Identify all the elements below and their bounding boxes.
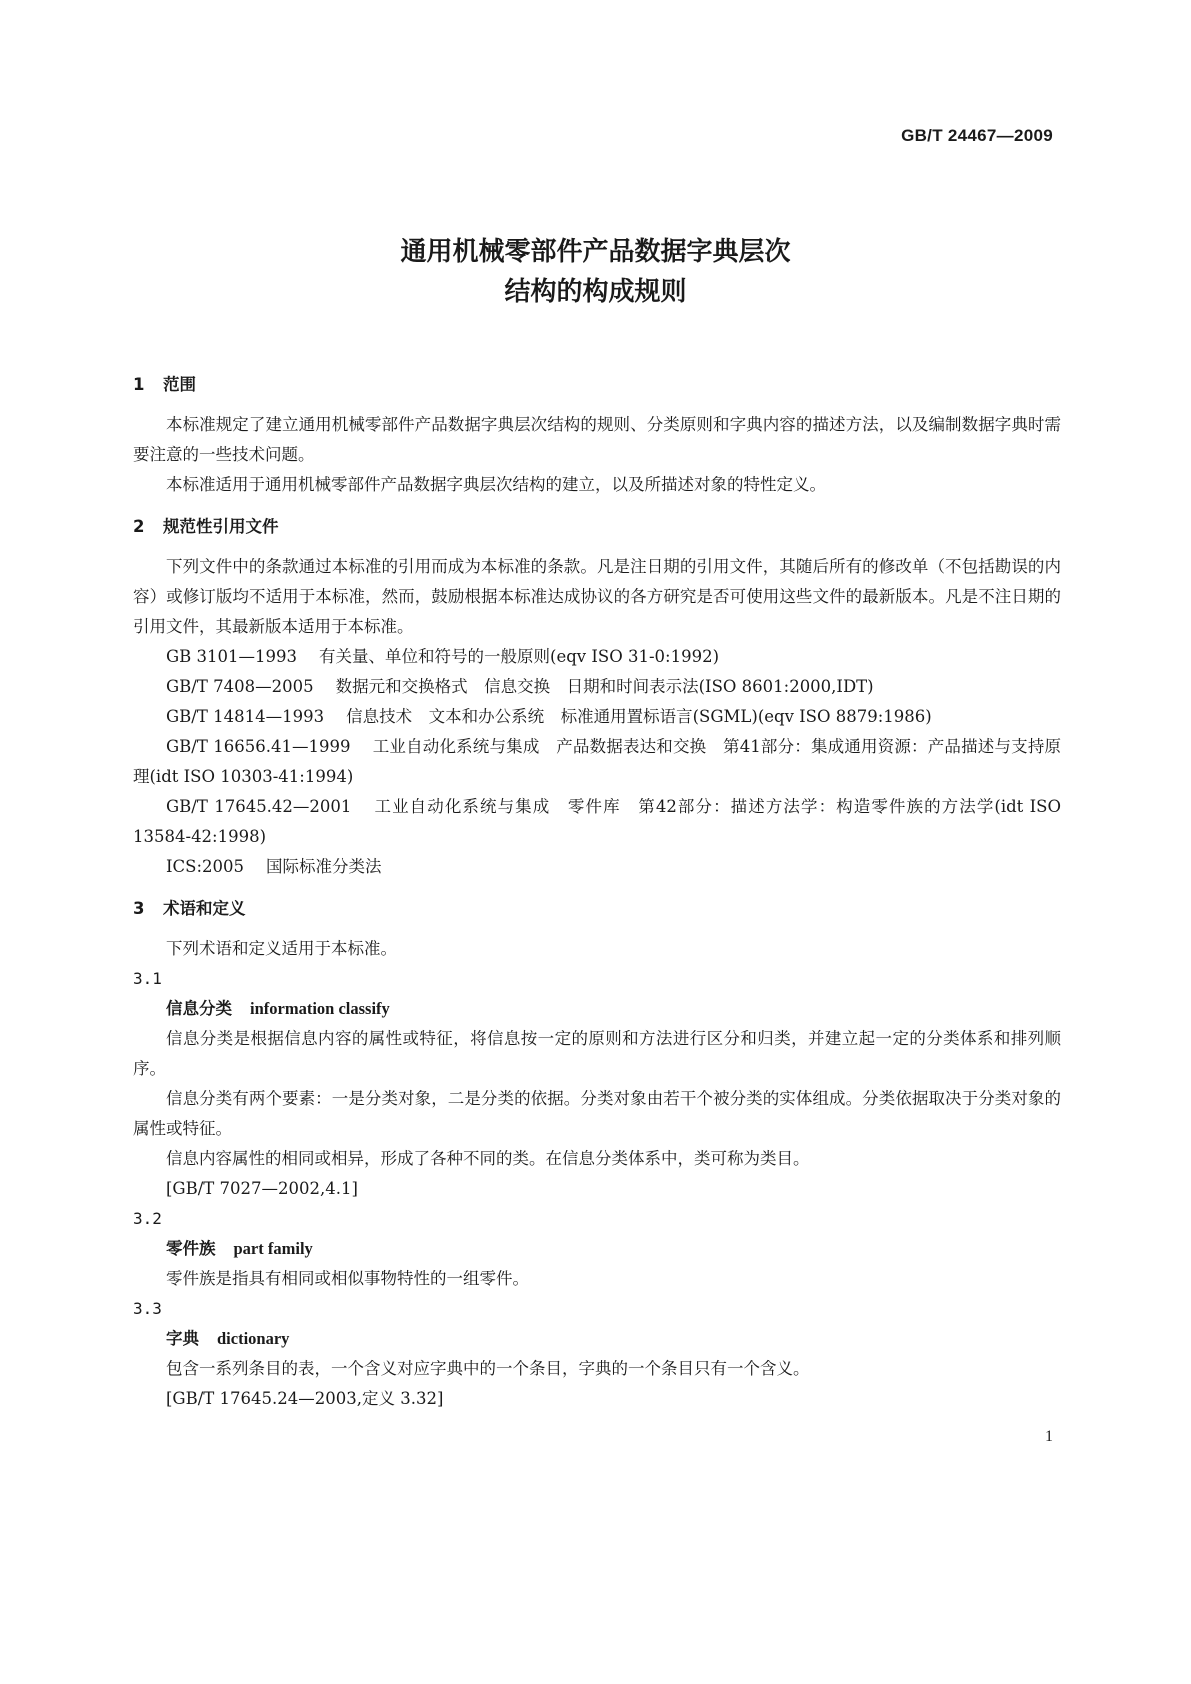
section-3-number: 3: [133, 899, 145, 918]
reference-code: GB 3101—1993: [166, 647, 298, 666]
reference-item: [133, 732, 1061, 792]
term-english: part family: [233, 1239, 313, 1258]
term-number: 3.2: [133, 1209, 162, 1228]
term-number: 3.3: [133, 1299, 162, 1318]
reference-item: [133, 672, 1061, 702]
section-1-number: 1: [133, 375, 145, 394]
reference-title: 有关量、单位和符号的一般原则(eqv ISO 31-0:1992): [319, 647, 720, 666]
reference-code: GB/T 7408—2005: [166, 677, 314, 696]
reference-code: GB/T 17645.42—2001: [166, 797, 352, 816]
reference-code: ICS:2005: [166, 857, 244, 876]
reference-item: [133, 792, 1061, 852]
term-definition: 信息分类有两个要素：一是分类对象，二是分类的依据。分类对象由若干个被分类的实体组成。分类依据取决于分类对象的属性或特征。: [133, 1089, 1061, 1138]
document-body: [133, 372, 1061, 1414]
term-chinese: 零件族: [166, 1239, 216, 1258]
term-source: [GB/T 17645.24—2003,定义 3.32]: [166, 1389, 444, 1408]
reference-title: 工业自动化系统与集成 产品数据表达和交换 第41部分：集成通用资源：产品描述与支持原理(idt ISO 10303-41:1994): [133, 737, 1062, 786]
term-definition: 信息分类是根据信息内容的属性或特征，将信息按一定的原则和方法进行区分和归类，并建立起一定的分类体系和排列顺序。: [133, 1029, 1061, 1078]
reference-title: 国际标准分类法: [266, 857, 382, 876]
term-definition: 零件族是指具有相同或相似事物特性的一组零件。: [166, 1269, 529, 1288]
section-3-heading: [133, 896, 1061, 922]
document-title-line-1: 通用机械零部件产品数据字典层次: [400, 237, 791, 267]
section-3-title: 术语和定义: [163, 899, 246, 918]
term-english: dictionary: [217, 1329, 290, 1348]
section-1-heading: [133, 372, 1061, 398]
section-1-paragraph-1: 本标准规定了建立通用机械零部件产品数据字典层次结构的规则、分类原则和字典内容的描述方法，以及编制数据字典时需要注意的一些技术问题。: [133, 415, 1061, 464]
reference-item: [133, 852, 1061, 882]
reference-title: 数据元和交换格式 信息交换 日期和时间表示法(ISO 8601:2000,IDT): [335, 677, 874, 696]
document-title: [0, 232, 1191, 312]
term-heading: [133, 994, 1061, 1024]
document-title-line-2: 结构的构成规则: [504, 277, 687, 307]
section-3-intro: 下列术语和定义适用于本标准。: [166, 939, 397, 958]
reference-code: GB/T 14814—1993: [166, 707, 325, 726]
reference-code: GB/T 16656.41—1999: [166, 737, 351, 756]
section-2-heading: [133, 514, 1061, 540]
section-2-number: 2: [133, 517, 145, 536]
reference-item: [133, 642, 1061, 672]
standard-number: GB/T 24467—2009: [901, 126, 1053, 145]
section-2-intro: 下列文件中的条款通过本标准的引用而成为本标准的条款。凡是注日期的引用文件，其随后所有的修改单（不包括勘误的内容）或修订版均不适用于本标准，然而，鼓励根据本标准达成协议的各方研究是否可使用这些文件的最新版本。凡是不注日期的引用文件，其最新版本适用于本标准。: [133, 557, 1061, 636]
section-1-title: 范围: [163, 375, 196, 394]
term-english: information classify: [250, 999, 390, 1018]
term-heading: [133, 1324, 1061, 1354]
page-number: 1: [1045, 1428, 1053, 1445]
term-heading: [133, 1234, 1061, 1264]
term-chinese: 信息分类: [166, 999, 232, 1018]
section-2-title: 规范性引用文件: [163, 517, 279, 536]
reference-title: 工业自动化系统与集成 零件库 第42部分：描述方法学：构造零件族的方法学(idt ISO 13584-42:1998): [133, 797, 1061, 846]
term-definition: 信息内容属性的相同或相异，形成了各种不同的类。在信息分类体系中，类可称为类目。: [166, 1149, 810, 1168]
term-chinese: 字典: [166, 1329, 199, 1348]
reference-item: [133, 702, 1061, 732]
section-1-paragraph-2: 本标准适用于通用机械零部件产品数据字典层次结构的建立，以及所描述对象的特性定义。: [166, 475, 826, 494]
term-definition: 包含一系列条目的表，一个含义对应字典中的一个条目，字典的一个条目只有一个含义。: [166, 1359, 810, 1378]
term-source: [GB/T 7027—2002,4.1]: [166, 1179, 358, 1198]
term-number: 3.1: [133, 969, 162, 988]
reference-title: 信息技术 文本和办公系统 标准通用置标语言(SGML)(eqv ISO 8879:1986): [346, 707, 932, 726]
